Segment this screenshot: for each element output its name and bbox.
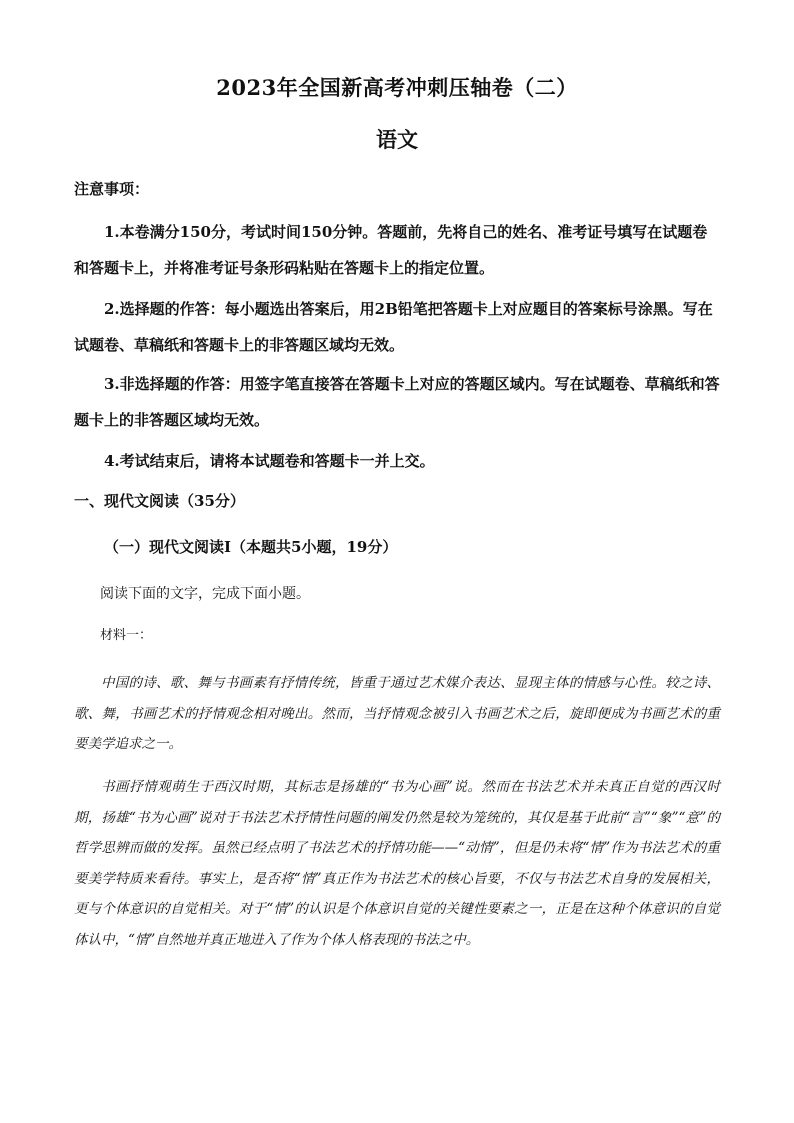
exam-title: 2023年全国新高考冲刺压轴卷（二） <box>216 75 578 100</box>
material-label: 材料一： <box>100 628 153 643</box>
passage-paragraph: 书画抒情观萌生于西汉时期，其标志是扬雄的“书为心画”说。然而在书法艺术并未真正自觉的西汉时期，扬雄“书为心画”说对于书法艺术抒情性问题的阐发仍然是较为笼统的，其仅是基于此前“言”“象”“意”的哲学思辨而做的发挥。虽然已经点明了书法艺术的抒情功能——“动情”，但是仍未将“情”作为书法艺术的重要美学特质来看待。事实上，是否将“情”真正作为书法艺术的核心旨要，不仅与书法艺术自身的发展相关，更与个体意识的自觉相关。对于“情”的认识是个体意识自觉的关键性要素之一，正是在这种个体意识的自觉体认中，“情”自然地并真正地进入了作为个体人格表现的书法之中。 <box>74 779 720 948</box>
note-item: 3.非选择题的作答：用签字笔直接答在答题卡上对应的答题区域内。写在试题卷、草稿纸和答题卡上的非答题区域均无效。 <box>74 375 720 429</box>
subsection-heading: （一）现代文阅读Ⅰ（本题共5小题，19分） <box>104 538 398 556</box>
subject-title: 语文 <box>376 127 418 152</box>
note-item: 4.考试结束后，请将本试题卷和答题卡一并上交。 <box>104 452 435 470</box>
note-item: 2.选择题的作答：每小题选出答案后，用2B铅笔把答题卡上对应题目的答案标号涂黑。写在试题卷、草稿纸和答题卡上的非答题区域均无效。 <box>74 300 713 354</box>
passage-paragraph: 中国的诗、歌、舞与书画素有抒情传统，皆重于通过艺术媒介表达、显现主体的情感与心性。较之诗、歌、舞，书画艺术的抒情观念相对晚出。然而，当抒情观念被引入书画艺术之后，旋即便成为书画艺术的重要美学追求之一。 <box>74 675 720 752</box>
reading-instruction: 阅读下面的文字，完成下面小题。 <box>100 586 310 602</box>
notes-heading: 注意事项： <box>74 180 150 198</box>
section-heading: 一、现代文阅读（35分） <box>74 492 245 510</box>
note-item: 1.本卷满分150分，考试时间150分钟。答题前，先将自己的姓名、准考证号填写在试题卷和答题卡上，并将准考证号条形码粘贴在答题卡上的指定位置。 <box>74 223 708 277</box>
